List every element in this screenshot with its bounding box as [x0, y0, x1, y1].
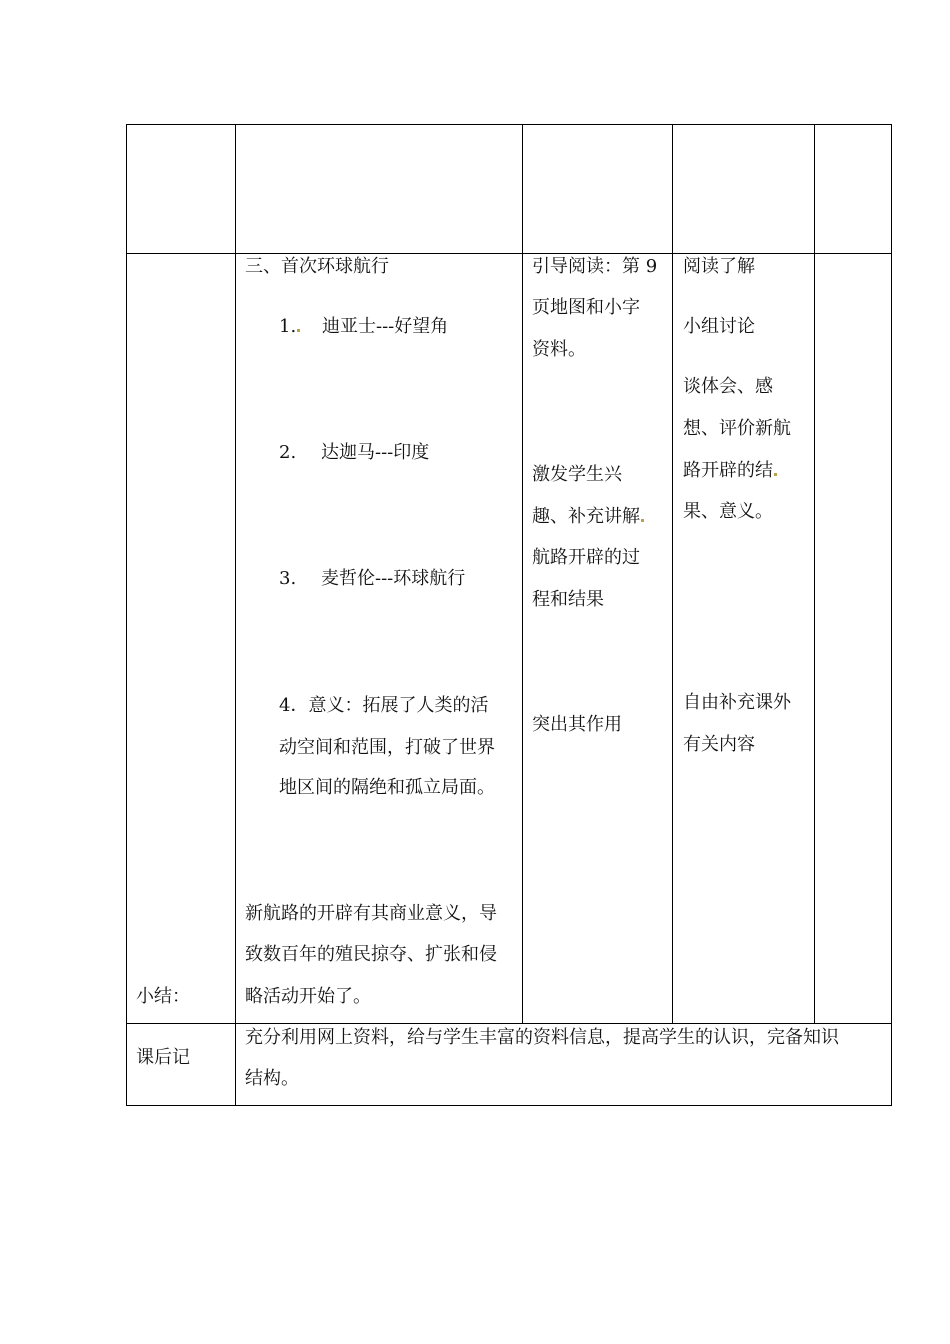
teacher-note-line: 航路开辟的过: [532, 547, 640, 568]
item-4-line: 动空间和范围，打破了世界: [279, 737, 495, 758]
student-activity-line: 小组讨论: [683, 316, 755, 337]
teacher-note-line: 引导阅读：第 9: [532, 256, 658, 277]
item-3-text: 麦哲伦---环球航行: [321, 568, 466, 589]
item-4-line: 地区间的隔绝和孤立局面。: [279, 777, 495, 798]
after-class-line: 结构。: [245, 1068, 299, 1089]
teacher-note-line: 突出其作用: [532, 714, 622, 735]
item-2-text: 达迦马---印度: [321, 442, 430, 463]
row-divider-2: [126, 1023, 892, 1024]
column-divider-1: [235, 124, 236, 1106]
item-1-number: 1.: [279, 317, 301, 337]
section-title: 三、首次环球航行: [245, 256, 389, 277]
column-divider-3: [672, 124, 673, 1024]
teacher-note-line: 趣、补充讲解: [532, 507, 645, 527]
student-activity-line: 想、评价新航: [683, 418, 791, 439]
item-2-number: 2.: [279, 442, 297, 463]
student-activity-line: 路开辟的结: [683, 461, 778, 481]
teacher-note-line: 激发学生兴: [532, 464, 622, 485]
column-divider-4: [814, 124, 815, 1024]
table-left-border: [126, 124, 127, 1106]
table-top-border: [126, 124, 892, 125]
student-activity-line: 果、意义。: [683, 501, 773, 522]
student-activity-line: 谈体会、感: [683, 376, 773, 397]
summary-label: 小结：: [136, 986, 190, 1007]
row-divider-1: [126, 253, 892, 254]
student-activity-line: 阅读了解: [683, 256, 755, 277]
after-class-label: 课后记: [136, 1047, 190, 1068]
table-right-border: [891, 124, 892, 1106]
item-1-text: 迪亚士---好望角: [322, 316, 449, 337]
table-bottom-border: [126, 1105, 892, 1106]
student-activity-line: 自由补充课外: [683, 692, 791, 713]
teacher-note-line: 资料。: [532, 339, 586, 360]
summary-line: 略活动开始了。: [245, 986, 371, 1007]
student-activity-line: 有关内容: [683, 734, 755, 755]
after-class-line: 充分利用网上资料，给与学生丰富的资料信息，提高学生的认识，完备知识: [245, 1027, 839, 1048]
item-4-line: 4．意义：拓展了人类的活: [279, 695, 489, 716]
teacher-note-line: 页地图和小字: [532, 297, 640, 318]
item-3-number: 3.: [279, 568, 297, 589]
summary-line: 新航路的开辟有其商业意义，导: [245, 903, 497, 924]
teacher-note-line: 程和结果: [532, 589, 604, 610]
column-divider-2: [522, 124, 523, 1024]
summary-line: 致数百年的殖民掠夺、扩张和侵: [245, 944, 497, 965]
